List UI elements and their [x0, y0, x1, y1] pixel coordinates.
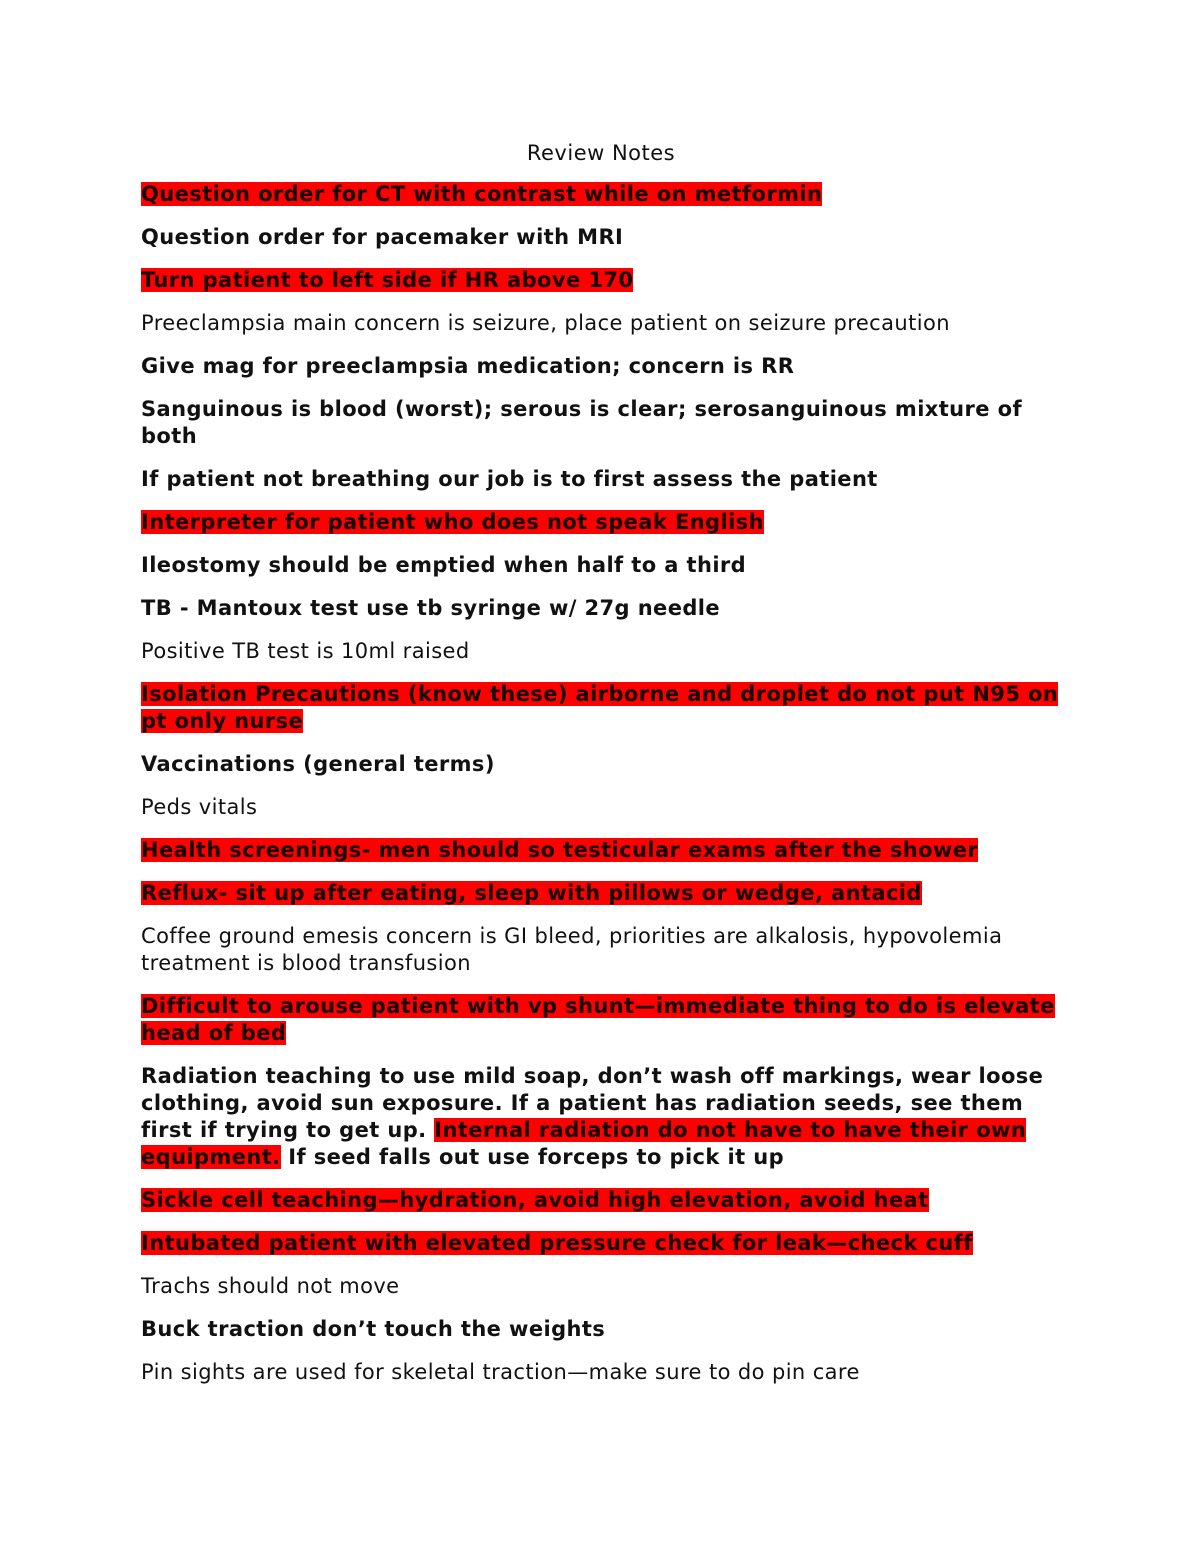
bold-text: Give mag for preeclampsia medication; concern is RR	[141, 354, 795, 378]
bold-text: If patient not breathing our job is to first assess the patient	[141, 467, 878, 491]
note-line	[141, 595, 1061, 622]
note-line	[141, 751, 1061, 778]
note-line	[141, 552, 1061, 579]
note-line	[141, 681, 1061, 735]
note-line	[141, 466, 1061, 493]
regular-text: Preeclampsia main concern is seizure, place patient on seizure precaution	[141, 311, 950, 335]
highlighted-text: Sickle cell teaching—hydration, avoid high elevation, avoid heat	[141, 1188, 929, 1212]
bold-text: If seed falls out use forceps to pick it up	[280, 1145, 785, 1169]
note-line	[141, 1063, 1061, 1171]
note-line	[141, 224, 1061, 251]
note-line	[141, 181, 1061, 208]
highlighted-text: Difficult to arouse patient with vp shunt—immediate thing to do is elevate head of bed	[141, 994, 1055, 1045]
highlighted-text: Turn patient to left side if HR above 170	[141, 268, 634, 292]
note-line	[141, 1187, 1061, 1214]
note-line	[141, 267, 1061, 294]
regular-text: Trachs should not move	[141, 1274, 400, 1298]
bold-text: TB - Mantoux test use tb syringe w/ 27g needle	[141, 596, 721, 620]
highlighted-text: Question order for CT with contrast while on metformin	[141, 182, 823, 206]
note-line	[141, 923, 1061, 977]
highlighted-text: Isolation Precautions (know these) airborne and droplet do not put N95 on pt only nurse	[141, 682, 1059, 733]
bold-text: Ileostomy should be emptied when half to a third	[141, 553, 747, 577]
note-line	[141, 1273, 1061, 1300]
regular-text: Pin sights are used for skeletal traction—make sure to do pin care	[141, 1360, 860, 1384]
note-line	[141, 310, 1061, 337]
note-line	[141, 396, 1061, 450]
highlighted-text: Interpreter for patient who does not speak English	[141, 510, 764, 534]
highlighted-text: Health screenings- men should so testicular exams after the shower	[141, 838, 979, 862]
note-line	[141, 509, 1061, 536]
note-line	[141, 1359, 1061, 1386]
document-title: Review Notes	[526, 141, 676, 165]
bold-text: Sanguinous is blood (worst); serous is clear; serosanguinous mixture of both	[141, 397, 1023, 448]
regular-text: Coffee ground emesis concern is GI bleed, priorities are alkalosis, hypovolemia treatment is blood transfusion	[141, 924, 1003, 975]
note-line	[141, 1230, 1061, 1257]
note-line	[141, 880, 1061, 907]
bold-text: Buck traction don’t touch the weights	[141, 1317, 606, 1341]
note-line	[141, 837, 1061, 864]
bold-text: Vaccinations (general terms)	[141, 752, 495, 776]
document-page	[141, 138, 1061, 1402]
highlighted-text: Reflux- sit up after eating, sleep with pillows or wedge, antacid	[141, 881, 922, 905]
note-line	[141, 1316, 1061, 1343]
note-line	[141, 638, 1061, 665]
highlighted-text: Intubated patient with elevated pressure check for leak—check cuff	[141, 1231, 973, 1255]
note-line	[141, 993, 1061, 1047]
highlighted-text: Internal radiation do not have to have their own equipment.	[141, 1118, 1027, 1169]
regular-text: Positive TB test is 10ml raised	[141, 639, 470, 663]
note-line	[141, 353, 1061, 380]
note-line	[141, 794, 1061, 821]
bold-text: Question order for pacemaker with MRI	[141, 225, 624, 249]
regular-text: Peds vitals	[141, 795, 258, 819]
bold-text: Radiation teaching to use mild soap, don’t wash off markings, wear loose clothing, avoid sun exposure. If a patient has radiation seeds, see them first if trying to get up.	[141, 1064, 1044, 1142]
